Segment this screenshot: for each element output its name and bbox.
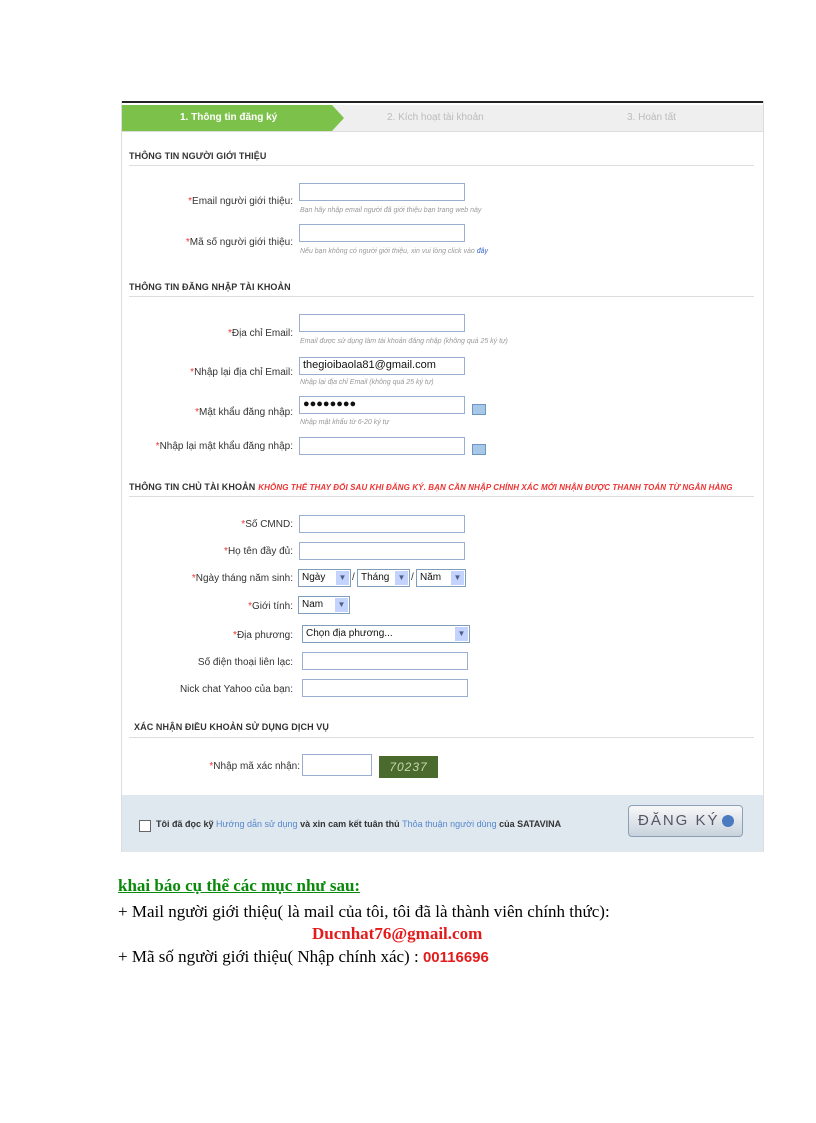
keyboard-icon[interactable] — [472, 444, 486, 455]
phone-label: Số điện thoại liên lạc: — [197, 657, 293, 668]
captcha-input[interactable] — [302, 754, 372, 776]
divider — [129, 737, 754, 738]
email-confirm-label: *Nhập lại địa chỉ Email: — [190, 367, 293, 378]
phone-input[interactable] — [302, 652, 468, 670]
yahoo-input[interactable] — [302, 679, 468, 697]
step-1: 1. Thông tin đăng ký — [122, 105, 332, 131]
chevron-down-icon: ▼ — [395, 571, 408, 585]
email-input[interactable] — [299, 314, 465, 332]
gender-select[interactable]: Nam ▼ — [298, 596, 350, 614]
birthdate-label: *Ngày tháng năm sinh: — [191, 573, 293, 584]
password-confirm-input[interactable] — [299, 437, 465, 455]
referrer-code-hint: Nếu bạn không có người giới thiệu, xin vui lòng click vào đây — [300, 248, 489, 255]
locality-select[interactable]: Chọn địa phương... ▼ — [302, 625, 470, 643]
gender-label: *Giới tính: — [248, 601, 293, 612]
registration-form-screenshot — [121, 101, 764, 852]
password-input[interactable]: ●●●●●●●● — [299, 396, 465, 414]
email-hint: Email được sử dụng làm tài khoản đăng nhập (không quá 25 ký tự) — [300, 338, 508, 345]
captcha-label: *Nhập mã xác nhận: — [209, 761, 300, 772]
doc-line-referrer-code: + Mã số người giới thiệu( Nhập chính xác) : 00116696 — [118, 947, 489, 966]
email-confirm-hint: Nhập lại địa chỉ Email (không quá 25 ký tự) — [300, 379, 434, 386]
referrer-code-label: *Mã số người giới thiệu: — [185, 237, 293, 248]
section-terms: XÁC NHẬN ĐIỀU KHOẢN SỬ DỤNG DỊCH VỤ — [134, 722, 329, 732]
password-hint: Nhập mật khẩu từ 6-20 ký tự — [300, 419, 390, 426]
divider — [129, 296, 754, 297]
birth-day-select[interactable]: Ngày ▼ — [298, 569, 351, 587]
divider — [129, 165, 754, 166]
arrow-dot-icon — [722, 815, 734, 827]
top-rule — [122, 101, 763, 103]
user-agreement-link[interactable]: Thỏa thuận người dùng — [402, 819, 497, 829]
email-label: *Địa chỉ Email: — [227, 328, 293, 339]
owner-warning: KHÔNG THỂ THAY ĐỔI SAU KHI ĐĂNG KÝ. BẠN CẦN NHẬP CHÍNH XÁC MỚI NHẬN ĐƯỢC THANH TOÁN TỪ NGÂN HÀNG — [258, 483, 733, 492]
doc-line-referrer-email: + Mail người giới thiệu( là mail của tôi, tôi đã là thành viên chính thức): — [118, 902, 610, 921]
id-number-input[interactable] — [299, 515, 465, 533]
chevron-down-icon: ▼ — [451, 571, 464, 585]
referrer-email-label: *Email người giới thiệu: — [188, 196, 293, 207]
chevron-down-icon: ▼ — [336, 571, 349, 585]
step-3: 3. Hoàn tất — [627, 112, 676, 123]
chevron-down-icon: ▼ — [335, 598, 348, 612]
password-confirm-label: *Nhập lại mật khẩu đăng nhập: — [155, 441, 293, 452]
divider — [129, 496, 754, 497]
email-confirm-input[interactable]: thegioibaola81@gmail.com — [299, 357, 465, 375]
password-label: *Mật khẩu đăng nhập: — [195, 407, 293, 418]
doc-referrer-code: 00116696 — [422, 949, 489, 966]
date-separator: / — [352, 572, 355, 583]
full-name-input[interactable] — [299, 542, 465, 560]
birth-year-select[interactable]: Năm ▼ — [416, 569, 466, 587]
yahoo-label: Nick chat Yahoo của bạn: — [179, 684, 293, 695]
section-login: THÔNG TIN ĐĂNG NHẬP TÀI KHOẢN — [129, 282, 291, 292]
birth-month-select[interactable]: Tháng ▼ — [357, 569, 410, 587]
register-button[interactable]: ĐĂNG KÝ — [628, 805, 743, 837]
doc-referrer-email: Ducnhat76@gmail.com — [312, 924, 483, 943]
usage-guide-link[interactable]: Hướng dẫn sử dụng — [216, 819, 298, 829]
full-name-label: *Họ tên đầy đủ: — [224, 546, 293, 557]
agreement-text: Tôi đã đọc kỹ Hướng dẫn sử dụng và xin cam kết tuân thủ Thỏa thuận người dùng của SATAVINA — [156, 819, 562, 829]
referrer-code-input[interactable] — [299, 224, 465, 242]
section-referrer: THÔNG TIN NGƯỜI GIỚI THIỆU — [129, 151, 267, 161]
agree-checkbox[interactable] — [139, 820, 151, 832]
section-owner: THÔNG TIN CHỦ TÀI KHOẢN KHÔNG THỂ THAY ĐỔI SAU KHI ĐĂNG KÝ. BẠN CẦN NHẬP CHÍNH XÁC MỚI NHẬN ĐƯỢC THANH TOÁN TỪ NGÂN HÀNG — [129, 482, 733, 492]
locality-label: *Địa phương: — [233, 630, 293, 641]
doc-heading: khai báo cụ thể các mục như sau: — [118, 876, 361, 895]
referrer-code-hint-link[interactable]: đây — [476, 248, 489, 255]
id-number-label: *Số CMND: — [241, 519, 293, 530]
date-separator: / — [411, 572, 414, 583]
step-bar — [122, 105, 763, 132]
captcha-image: 70237 — [379, 756, 438, 778]
keyboard-icon[interactable] — [472, 404, 486, 415]
chevron-down-icon: ▼ — [455, 627, 468, 641]
step-2: 2. Kích hoạt tài khoản — [387, 112, 484, 123]
referrer-email-hint: Bạn hãy nhập email người đã giới thiệu bạn trang web này — [300, 207, 482, 214]
referrer-email-input[interactable] — [299, 183, 465, 201]
